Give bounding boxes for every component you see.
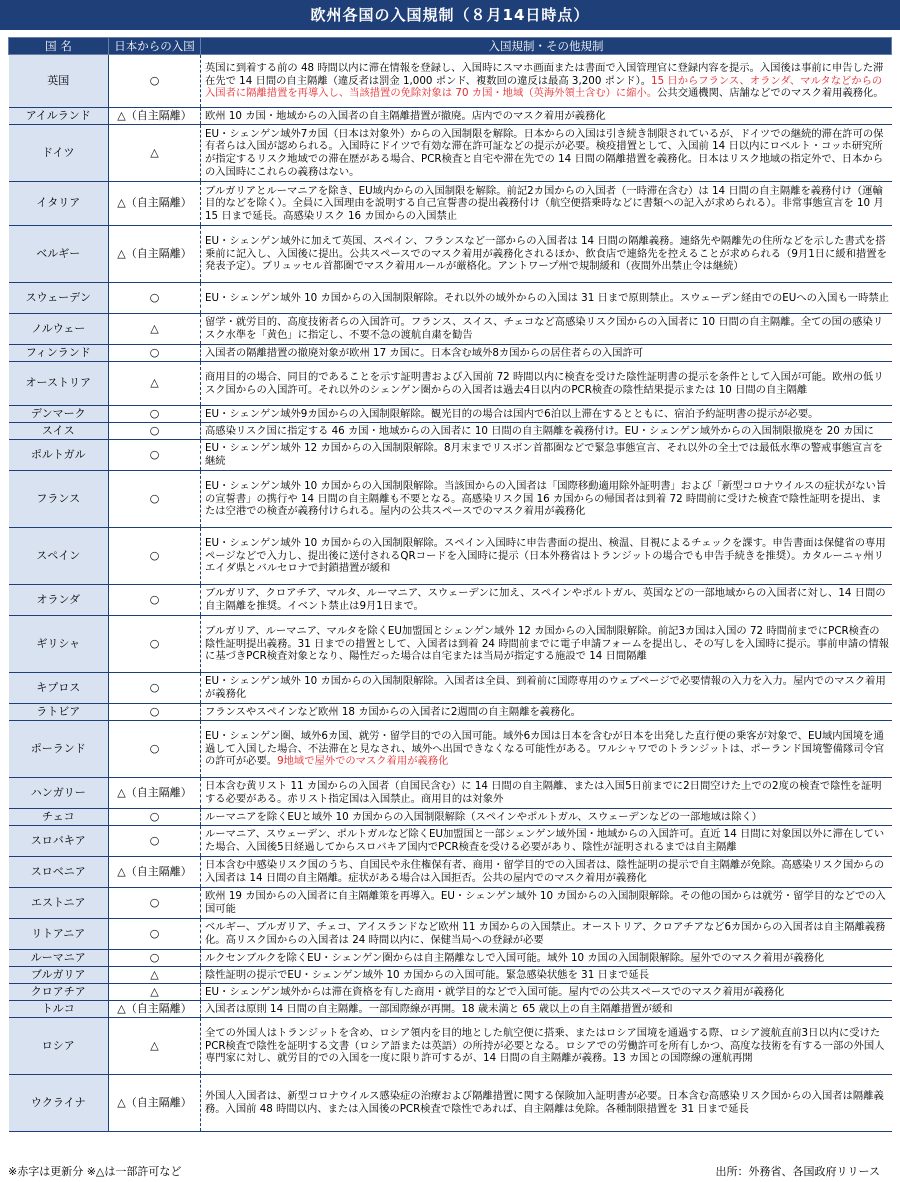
rules-cell <box>201 967 892 984</box>
rules-text: EU・シェンゲン域外7カ国（日本は対象外）からの入国制限を解除。日本からの入国は引き続き制限されているが、ドイツでの継続的滞在許可の保有者らは入国が認められる。入国時にドイツで有効な滞在許可証などの提示が必要。検疫措置として、入国前 14 日以内にロベルト・コッホ研究所が指定するリスク地域での滞在歴がある場合、PCR検査と自宅や滞在先での 14 日間の隔離措置を義務化。日本はリスク地域の指定外で、日本からの入国時にこれらの義務はない。 <box>205 127 884 178</box>
rules-cell <box>201 314 892 345</box>
entry-status-cell: ○ <box>109 423 201 440</box>
country-cell: 英国 <box>9 55 109 108</box>
header-country: 国 名 <box>9 38 109 55</box>
rules-text: EU・シェンゲン域外からは滞在資格を有した商用・就学目的などで入国可能。屋内での公共スペースでのマスク着用が義務化 <box>205 985 785 998</box>
table-row <box>9 1001 892 1018</box>
rules-cell <box>201 721 892 778</box>
country-cell: スイス <box>9 423 109 440</box>
rules-cell <box>201 673 892 704</box>
entry-status-cell: ○ <box>109 809 201 826</box>
rules-cell <box>201 1001 892 1018</box>
table-row <box>9 585 892 616</box>
updated-text: 9地域で屋外でのマスク着用が義務化 <box>277 755 449 768</box>
rules-text: EU・シェンゲン域外 10 カ国からの入国制限解除。入国者は全員、到着前に国際専用のウェブページで必要情報の入力を入力。屋内でのマスク着用が義務化 <box>205 675 886 700</box>
table-row <box>9 826 892 857</box>
rules-text: 外国人入国者は、新型コロナウイルス感染症の治療および隔離措置に関する保険加入証明書が必要。日本含む高感染リスク国からの入国者は隔離義務。入国前 48 時間以内、または入国後のPCR検査で陰性であれば、自主隔離は免除。各種制限措置を 31 日まで延長 <box>205 1090 884 1115</box>
rules-text: ブルガリア、クロアチア、マルタ、ルーマニア、スウェーデンに加え、スペインやポルトガル、英国などの一部地域からの入国者に対し、14 日間の自主隔離を推奨。イベント禁止は9月1日まで。 <box>205 587 886 612</box>
entry-status-cell: ○ <box>109 826 201 857</box>
entry-status-cell: ○ <box>109 585 201 616</box>
table-row <box>9 721 892 778</box>
table-row <box>9 345 892 362</box>
country-cell: ノルウェー <box>9 314 109 345</box>
rules-cell <box>201 440 892 471</box>
table-row <box>9 440 892 471</box>
rules-text: EU・シェンゲン域外9カ国からの入国制限解除。観光目的の場合は国内で6泊以上滞在するとともに、宿泊予約証明書の提示が必要。 <box>205 407 819 420</box>
rules-text: 入国者は原則 14 日間の自主隔離。一部国際線が再開。18 歳未満と 65 歳以上の自主隔離措置が緩和 <box>205 1002 673 1015</box>
rules-cell <box>201 471 892 528</box>
country-cell: エストニア <box>9 888 109 919</box>
country-cell: ブルガリア <box>9 967 109 984</box>
rules-text: 留学・就労目的、高度技術者らの入国許可。フランス、スイス、チェコなど高感染リスク国からの入国者に 10 日間の自主隔離。全ての国の感染リスク水準を「黄色」に指定し、不要不急の渡航自粛を勧告 <box>205 316 884 341</box>
country-cell: ラトビア <box>9 704 109 721</box>
rules-text-after: 公共交通機関、店舗などでのマスク着用義務化。 <box>657 87 884 100</box>
table-row <box>9 528 892 585</box>
table-row <box>9 108 892 125</box>
country-cell: リトアニア <box>9 919 109 950</box>
table-row <box>9 423 892 440</box>
rules-cell <box>201 585 892 616</box>
table-body <box>9 55 892 1132</box>
rules-cell <box>201 809 892 826</box>
rules-cell <box>201 362 892 406</box>
rules-cell <box>201 984 892 1001</box>
rules-cell <box>201 423 892 440</box>
rules-text: ブルガリアとルーマニアを除き、EU域内からの入国制限を解除。前記2カ国からの入国者（一時滞在含む）は 14 日間の自主隔離を義務付け（運輸目的などを除く）。全員に入国理由を説明する自己宣誓書の提出義務付け（航空便搭乗時などに書類への記入が求められる）。非常事態宣言を 10 月 15 日まで延長。高感染リスク 16 カ国からの入国禁止 <box>205 184 884 222</box>
regulation-table <box>8 37 892 1132</box>
entry-status-cell: ○ <box>109 704 201 721</box>
country-cell: ドイツ <box>9 125 109 182</box>
country-cell: イタリア <box>9 182 109 226</box>
country-cell: ハンガリー <box>9 778 109 809</box>
updated-text: 15 日からフランス、オランダ、マルタなどからの入国者に隔離措置を再導入し、当該措置の免除対象は 70 カ国・地域（英海外領土含む）に縮小。 <box>205 74 883 100</box>
country-cell: オーストリア <box>9 362 109 406</box>
header-rules: 入国規制・その他規制 <box>201 38 892 55</box>
rules-cell <box>201 704 892 721</box>
page-title: 欧州各国の入国規制（８月14日時点） <box>0 0 900 30</box>
country-cell: スウェーデン <box>9 283 109 314</box>
rules-cell <box>201 528 892 585</box>
rules-cell <box>201 406 892 423</box>
rules-text: EU・シェンゲン圏、域外6カ国、就労・留学目的での入国可能。域外6カ国は日本を含むが日本を出発した直行便の乗客が対象で、EU域内国境を通過して入国した場合、不法滞在と見なされ、域外へ出国できなくなる可能性がある。ワルシャワでのトランジットは、ポーランド国境警備隊司令官の許可が必要。 <box>205 730 885 768</box>
rules-cell <box>201 919 892 950</box>
country-cell: トルコ <box>9 1001 109 1018</box>
rules-text: 欧州 10 カ国・地域からの入国者の自主隔離措置が撤廃。店内でのマスク着用が義務化 <box>205 109 606 122</box>
country-cell: チェコ <box>9 809 109 826</box>
rules-text: フランスやスペインなど欧州 18 カ国からの入国者に2週間の自主隔離を義務化。 <box>205 705 581 718</box>
entry-status-cell: △（自主隔離） <box>109 1001 201 1018</box>
rules-text: 高感染リスク国に指定する 46 カ国・地域からの入国者に 10 日間の自主隔離を義務付け。EU・シェンゲン域外からの入国制限撤廃を 20 カ国に <box>205 424 874 437</box>
rules-text: 英国に到着する前の 48 時間以内に滞在情報を登録し、入国時にスマホ画面または書面で入国管理官に登録内容を提示。入国後は事前に申告した滞在先で 14 日間の自主隔離（違反者は罰金 1,000 ポンド、複数回の違反は最高 3,200 ポンド）。 <box>205 62 884 87</box>
country-cell: フランス <box>9 471 109 528</box>
country-cell: キプロス <box>9 673 109 704</box>
entry-status-cell: ○ <box>109 471 201 528</box>
rules-cell <box>201 182 892 226</box>
table-row <box>9 704 892 721</box>
rules-cell <box>201 283 892 314</box>
entry-status-cell: ○ <box>109 283 201 314</box>
entry-status-cell: △ <box>109 125 201 182</box>
rules-text: ルクセンブルクを除くEU・シェンゲン圏からは自主隔離なしで入国可能。域外 10 カ国の入国制限解除。屋外でのマスク着用が義務化 <box>205 951 825 964</box>
entry-status-cell: △（自主隔離） <box>109 226 201 283</box>
rules-cell <box>201 1075 892 1132</box>
table-row <box>9 314 892 345</box>
country-cell: スロベニア <box>9 857 109 888</box>
rules-text: 日本含む中感染リスク国のうち、自国民や永住権保有者、商用・留学目的での入国者は、陰性証明の提示で自主隔離が免除。高感染リスク国からの入国者は 14 日間の自主隔離。症状がある場合は入国拒否。公共の屋内でのマスク着用が義務化 <box>205 859 885 884</box>
rules-text: ベルギー、ブルガリア、チェコ、アイスランドなど欧州 11 カ国からの入国禁止。オーストリア、クロアチアなど6カ国からの入国者は自主隔離義務化。高リスク国からの入国者は 24 時間以内に、保健当局への登録が必要 <box>205 921 886 946</box>
entry-status-cell: △ <box>109 362 201 406</box>
entry-status-cell: ○ <box>109 406 201 423</box>
rules-cell <box>201 950 892 967</box>
table-header <box>9 38 892 55</box>
country-cell: クロアチア <box>9 984 109 1001</box>
entry-status-cell: ○ <box>109 440 201 471</box>
entry-status-cell: ○ <box>109 919 201 950</box>
table-row <box>9 950 892 967</box>
rules-text: EU・シェンゲン域外に加えて英国、スペイン、フランスなど一部からの入国者は 14 日間の隔離義務。連絡先や隔離先の住所などを示した書式を搭乗前に記入し、入国後に提出。公共スペースでのマスク着用が義務化されるほか、飲食店で連絡先を控えることが求められる（9月1日に緩和措置を発表予定）。ブリュッセル首都圏でマスク着用ルールが厳格化。アントワープ州で規制緩和（夜間外出禁止令は継続） <box>205 235 887 273</box>
entry-status-cell: △（自主隔離） <box>109 108 201 125</box>
country-cell: ギリシャ <box>9 616 109 673</box>
rules-cell <box>201 345 892 362</box>
country-cell: オランダ <box>9 585 109 616</box>
table-row <box>9 182 892 226</box>
table-row <box>9 55 892 108</box>
country-cell: デンマーク <box>9 406 109 423</box>
rules-cell <box>201 1018 892 1075</box>
table-row <box>9 809 892 826</box>
entry-status-cell: ○ <box>109 55 201 108</box>
rules-text: ブルガリア、ルーマニア、マルタを除くEU加盟国とシェンゲン域外 12 カ国からの入国制限解除。前記3カ国は入国の 72 時間前までにPCR検査の陰性証明提出義務。31 日までの措置として、入国者は到着 24 時間前までに電子申請フォームを提出し、その写しを入国時に提示。事前申請の情報に基づきPCR検査対象となり、陽性だった場合は自宅または当局が指定する施設で 14 日間隔離 <box>205 625 890 663</box>
country-cell: ポーランド <box>9 721 109 778</box>
rules-text: ルーマニア、スウェーデン、ポルトガルなど除くEU加盟国と一部シェンゲン域外国・地域からの入国許可。直近 14 日間に対象国以外に滞在していた場合、入国後5日経過してからスロバキア国内でPCR検査を受ける必要があり、陰性が証明されるまでは自主隔離 <box>205 828 885 853</box>
table-row <box>9 616 892 673</box>
table-row <box>9 1075 892 1132</box>
entry-status-cell: △ <box>109 984 201 1001</box>
footnote: ※赤字は更新分 ※△は一部許可など <box>8 1165 182 1178</box>
table-row <box>9 967 892 984</box>
rules-text: EU・シェンゲン域外 12 カ国からの入国制限解除。8月末までリスボン首都圏などで緊急事態宣言、それ以外の全土では最低水準の警戒事態宣言を継続 <box>205 442 883 467</box>
entry-status-cell: △（自主隔離） <box>109 857 201 888</box>
header-status: 日本からの入国 <box>109 38 201 55</box>
rules-cell <box>201 125 892 182</box>
country-cell: ウクライナ <box>9 1075 109 1132</box>
rules-text: EU・シェンゲン域外 10 カ国からの入国制限解除。それ以外の域外からの入国は 31 日まで原則禁止。スウェーデン経由でのEUへの入国も一時禁止 <box>205 291 889 304</box>
entry-status-cell: ○ <box>109 673 201 704</box>
country-cell: アイルランド <box>9 108 109 125</box>
entry-status-cell: △（自主隔離） <box>109 1075 201 1132</box>
table-row <box>9 125 892 182</box>
country-cell: スロバキア <box>9 826 109 857</box>
rules-text: 商用目的の場合、同目的であることを示す証明書および入国前 72 時間以内に検査を受けた陰性証明書の提示を条件として入国が可能。欧州の低リスク国からの入国許可。それ以外のシェンゲン圏からの入国者は過去4日以内のPCR検査の陰性結果提示または 10 日間の自主隔離 <box>205 370 884 396</box>
country-cell: フィンランド <box>9 345 109 362</box>
source-note: 出所：外務省、各国政府リリース <box>715 1165 880 1178</box>
rules-text: EU・シェンゲン域外 10 カ国からの入国制限解除。当該国からの入国者は「国際移動適用除外証明書」および「新型コロナウイルスの症状がない旨の宣誓書」の携行や 14 日間の自主隔離も不要となる。高感染リスク国 16 カ国からの帰国者は到着 72 時間前に受けた検査で陰性証明を提出、または空港での検査が義務付けられる。屋内の公共スペースでのマスク着用が義務化 <box>205 480 887 518</box>
table-row <box>9 778 892 809</box>
table-row <box>9 226 892 283</box>
rules-cell <box>201 888 892 919</box>
table-row <box>9 673 892 704</box>
rules-text: 欧州 19 カ国からの入国者に自主隔離策を再導入。EU・シェンゲン域外 10 カ国からの入国制限解除。その他の国からは就労・留学目的などでの入国可能 <box>205 890 886 915</box>
table-row <box>9 362 892 406</box>
entry-status-cell: △ <box>109 314 201 345</box>
table-row <box>9 471 892 528</box>
rules-cell <box>201 778 892 809</box>
country-cell: スペイン <box>9 528 109 585</box>
table-row <box>9 919 892 950</box>
entry-status-cell: ○ <box>109 888 201 919</box>
rules-cell <box>201 55 892 108</box>
entry-status-cell: ○ <box>109 345 201 362</box>
rules-text: ルーマニアを除くEUと域外 10 カ国からの入国制限解除（スペインやポルトガル、スウェーデンなどの一部地域は除く） <box>205 810 763 823</box>
country-cell: ルーマニア <box>9 950 109 967</box>
country-cell: ベルギー <box>9 226 109 283</box>
country-cell: ロシア <box>9 1018 109 1075</box>
rules-cell <box>201 226 892 283</box>
entry-status-cell: △ <box>109 967 201 984</box>
entry-status-cell: ○ <box>109 950 201 967</box>
rules-text: 陰性証明の提示でEU・シェンゲン域外 10 カ国からの入国可能。緊急感染状態を 31 日まで延長 <box>205 968 650 981</box>
country-cell: ポルトガル <box>9 440 109 471</box>
rules-cell <box>201 826 892 857</box>
entry-status-cell: △ <box>109 1018 201 1075</box>
rules-text: EU・シェンゲン域外 10 カ国からの入国制限解除。スペイン入国時に申告書面の提出、検温、目視によるチェックを課す。申告書面は保健省の専用ページなどで入力し、提出後に送付されるQRコードを入国時に提示（日本外務省はトランジットの場合でも申告手続きを推奨）。カタルーニャ州リエイダ県とバルセロナで封鎖措置が緩和 <box>205 537 886 575</box>
rules-text: 日本含む黄リスト 11 カ国からの入国者（自国民含む）に 14 日間の自主隔離、または入国5日前までに2日間空けた上での2度の検査で陰性を証明する必要がある。赤リスト指定国は入国禁止。商用目的は対象外 <box>205 780 882 805</box>
entry-status-cell: ○ <box>109 721 201 778</box>
table-row <box>9 857 892 888</box>
rules-text: 全ての外国人はトランジットを含め、ロシア領内を目的地とした航空便に搭乗、またはロシア国境を通過する際、ロシア渡航直前3日以内に受けたPCR検査で陰性を証明する文書（ロシア語または英語）の所持が必要となる。ロシアでの労働許可を所有しかつ、高度な技術を有する一部の外国人専門家に対し、就労目的での入国を一度に限り許可するが、14 日間の自主隔離が義務。13 カ国との国際線の運航再開 <box>205 1027 885 1065</box>
entry-status-cell: △（自主隔離） <box>109 182 201 226</box>
entry-status-cell: ○ <box>109 528 201 585</box>
table-row <box>9 406 892 423</box>
rules-cell <box>201 616 892 673</box>
entry-status-cell: △（自主隔離） <box>109 778 201 809</box>
table-row <box>9 888 892 919</box>
entry-status-cell: ○ <box>109 616 201 673</box>
table-row <box>9 1018 892 1075</box>
rules-text: 入国者の隔離措置の撤廃対象が欧州 17 カ国に。日本含む域外8カ国からの居住者らの入国許可 <box>205 346 644 359</box>
table-row <box>9 984 892 1001</box>
rules-cell <box>201 857 892 888</box>
table-row <box>9 283 892 314</box>
rules-cell <box>201 108 892 125</box>
